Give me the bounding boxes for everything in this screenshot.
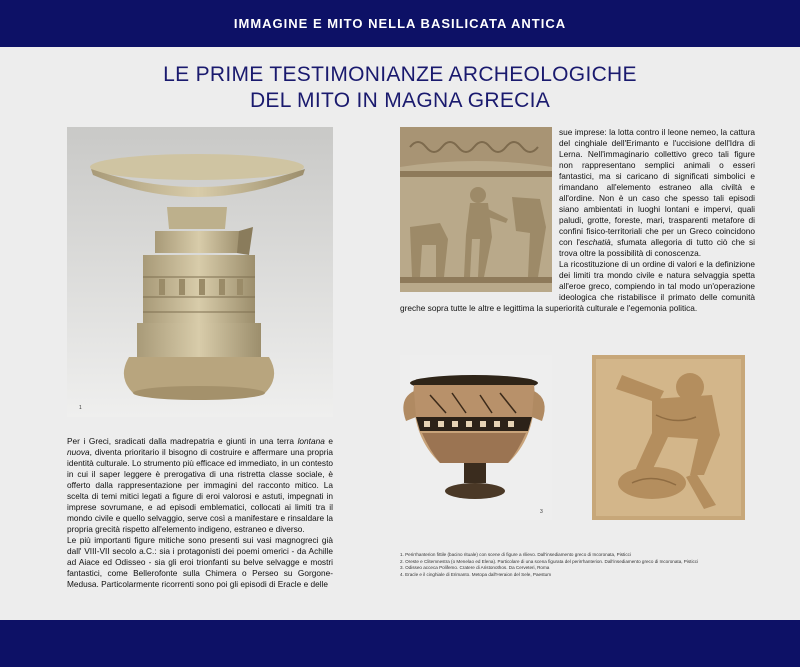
page-title-line-2: DEL MITO IN MAGNA GRECIA bbox=[249, 89, 551, 112]
left-paragraph-1-part-b: e bbox=[324, 436, 334, 446]
left-paragraph-1-part-c: , diventa prioritario il bisogno di costruire e affermare una propria identità culturale. Lo strumento più efficace ed immediato, in un contesto in cui il saper leggere è prerogativa di una ristretta classe sociale, è offerto dalla rappresentazione per immagini del racconto mitico. La scelta di temi mitici legati a figure di eroi valorosi e astuti, impegnati in imprese sovrumane, e ad episodi emblematici, collocati ai limiti tra il mondo civile e quello selvaggio, serve così a manifestare e rinsaldare la propria grecità rispetto all'elemento indigeno, estraneo e diverso. bbox=[67, 447, 333, 534]
right-paragraph-1-part-a: sue imprese: la lotta contro il leone nemeo, la cattura del cinghiale dell'Erimanto e l'uccisione dell'Idra di Lerna. Nell'immaginario collettivo greco tali figure non rappresentano semplici animali o esseri fantastici, ma si caricano di significati simbolici e rimandano all'elemento estraneo alla civiltà e all'ordine. Non è un caso che spesso tali episodi siano ambientati in luoghi lontani e impervi, quali paludi, grotte, foreste, mari, trasparenti metafore di confini fisico-territoriali che per un Greco coincidono con l' bbox=[559, 127, 755, 247]
right-paragraph-1-emphasis: eschatià bbox=[579, 237, 611, 247]
caption-3: 3. Odisseo acceca Polifemo. Cratere di Aristonothos. Da Cerveteri, Roma bbox=[400, 565, 550, 571]
metope-illustration bbox=[592, 355, 745, 520]
page-title-line-1: LE PRIME TESTIMONIANZE ARCHEOLOGICHE bbox=[163, 63, 637, 86]
figure-2-float-spacer bbox=[400, 127, 559, 295]
caption-4: 4. Eracle e il cinghiale di Erimanto. Metopa dall'Heraion del Sele, Paestum bbox=[400, 571, 552, 577]
figure-3-krater bbox=[400, 355, 552, 520]
left-paragraph-1-part-a: Per i Greci, sradicati dalla madrepatria e giunti in una terra bbox=[67, 436, 298, 446]
left-paragraph-1 bbox=[67, 436, 333, 535]
right-text-column bbox=[400, 127, 755, 314]
left-paragraph-1-emphasis-1: lontana bbox=[297, 436, 325, 446]
perirrhanterion-illustration bbox=[67, 127, 333, 417]
caption-2: 2. Oreste e Clitemnestra (o Menelao ed Elena). Particolare di una scena figurata del perirrhanterion. Dall'insediamento greco di Incoronata, Pisticci bbox=[400, 558, 699, 564]
right-paragraph-2: La ricostituzione di un ordine di valori e la definizione dei limiti tra mondo civile e natura selvaggia spetta all'eroe greco, compiendo in tal modo un'operazione ideologica che ristabilisce il primato delle comunità greche sopra tutte le altre e legittima la superiorità culturale e l'egemonia politica. bbox=[400, 259, 755, 313]
header-title: IMMAGINE E MITO NELLA BASILICATA ANTICA bbox=[233, 16, 567, 31]
figure-captions bbox=[400, 552, 760, 578]
figure-3-number: 3 bbox=[540, 509, 543, 515]
krater-illustration bbox=[400, 355, 552, 520]
left-text-column bbox=[67, 436, 333, 590]
left-paragraph-1-emphasis-2: nuova bbox=[67, 447, 90, 457]
figure-1-perirrhanterion bbox=[67, 127, 333, 417]
figure-4-metope bbox=[592, 355, 745, 520]
right-paragraph-1-part-b: , sfumata allegoria di tutto ciò che si trova oltre la possibilità di conoscenza. bbox=[559, 237, 755, 258]
figure-1-number: 1 bbox=[79, 405, 82, 411]
left-paragraph-2: Le più importanti figure mitiche sono presenti sui vasi magnogreci già dall' VIII-VII secolo a.C.: sia i protagonisti dei poemi omerici - da Achille ad Aiace ed Odisseo - sia gli eroi trionfanti su belve selvagge e mostri fantastici, come Bellerofonte sulla Chimera o Perseo su Gorgone-Medusa. Particolarmente ricorrenti sono poi gli episodi di Eracle e delle bbox=[67, 535, 333, 589]
caption-1: 1. Perirrhanterion fittile (bacino rituale) con scene di figure a rilievo. Dall'insediamento greco di Incoronata, Pisticci bbox=[400, 552, 631, 557]
footer-band bbox=[0, 620, 800, 667]
page-title bbox=[0, 62, 800, 114]
header-band bbox=[0, 0, 800, 47]
